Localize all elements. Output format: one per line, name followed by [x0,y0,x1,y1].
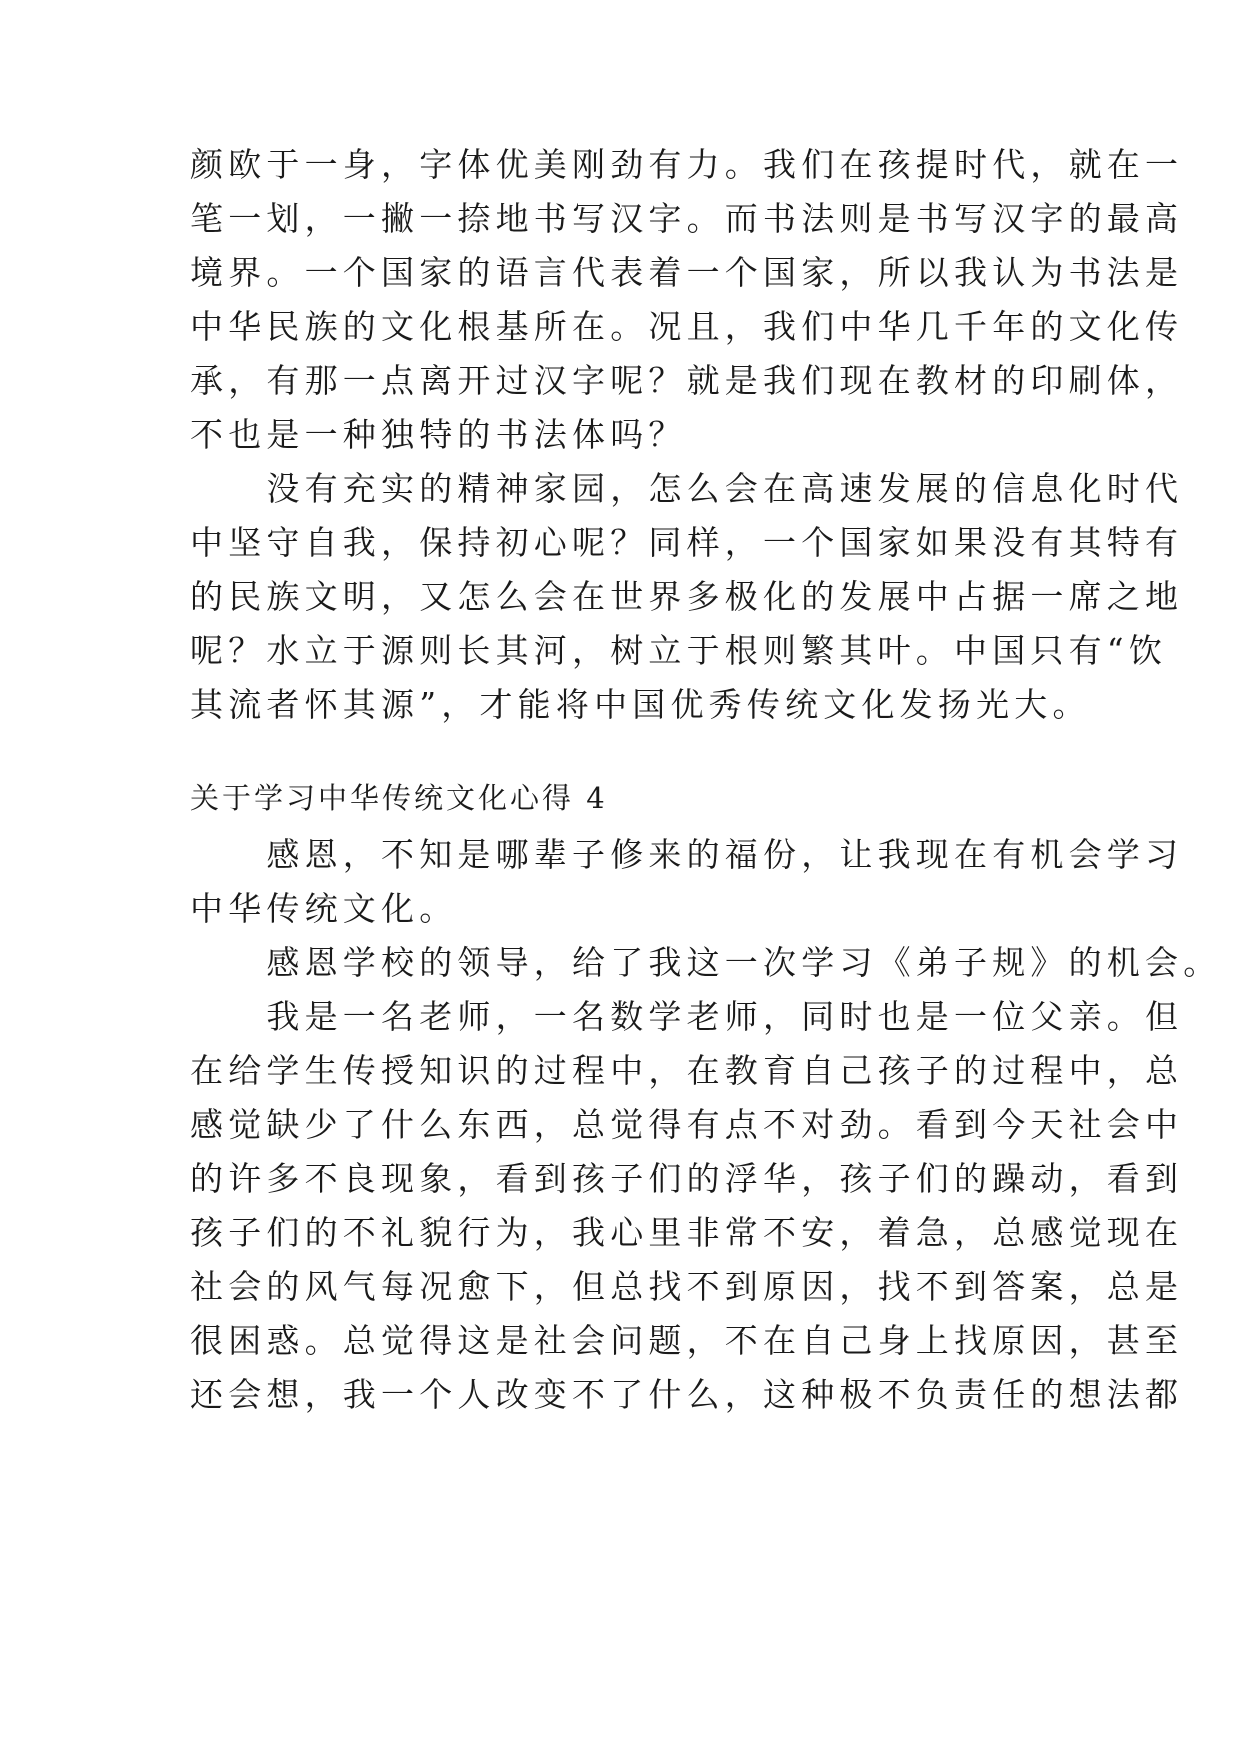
body-line: 没有充实的精神家园，怎么会在高速发展的信息化时代 [190,469,1184,508]
body-line: 社会的风气每况愈下，但总找不到原因，找不到答案，总是 [190,1267,1184,1306]
body-line: 颜欧于一身，字体优美刚劲有力。我们在孩提时代，就在一 [190,145,1184,184]
body-line: 在给学生传授知识的过程中，在教育自己孩子的过程中，总 [190,1051,1184,1090]
body-line: 的民族文明，又怎么会在世界多极化的发展中占据一席之地 [190,577,1184,616]
body-line: 中坚守自我，保持初心呢？同样，一个国家如果没有其特有 [190,523,1184,562]
body-line: 不也是一种独特的书法体吗？ [190,415,687,454]
body-line: 感觉缺少了什么东西，总觉得有点不对劲。看到今天社会中 [190,1105,1184,1144]
body-line: 中华民族的文化根基所在。况且，我们中华几千年的文化传 [190,307,1184,346]
body-line: 其流者怀其源”，才能将中国优秀传统文化发扬光大。 [190,685,1091,724]
body-line: 中华传统文化。 [190,889,458,928]
section-heading: 关于学习中华传统文化心得 4 [190,781,608,815]
body-line: 境界。一个国家的语言代表着一个国家，所以我认为书法是 [190,253,1184,292]
body-line: 还会想，我一个人改变不了什么，这种极不负责任的想法都 [190,1375,1184,1414]
body-line: 感恩，不知是哪辈子修来的福份，让我现在有机会学习 [190,835,1184,874]
body-line: 的许多不良现象，看到孩子们的浮华，孩子们的躁动，看到 [190,1159,1184,1198]
body-line: 我是一名老师，一名数学老师，同时也是一位父亲。但 [190,997,1184,1036]
body-line: 呢？水立于源则长其河，树立于根则繁其叶。中国只有“饮 [190,631,1168,670]
body-line: 承，有那一点离开过汉字呢？就是我们现在教材的印刷体， [190,361,1184,400]
body-line: 笔一划，一撇一捺地书写汉字。而书法则是书写汉字的最高 [190,199,1184,238]
body-line: 孩子们的不礼貌行为，我心里非常不安，着急，总感觉现在 [190,1213,1184,1252]
body-line: 感恩学校的领导，给了我这一次学习《弟子规》的机会。 [190,943,1222,982]
body-line: 很困惑。总觉得这是社会问题，不在自己身上找原因，甚至 [190,1321,1184,1360]
